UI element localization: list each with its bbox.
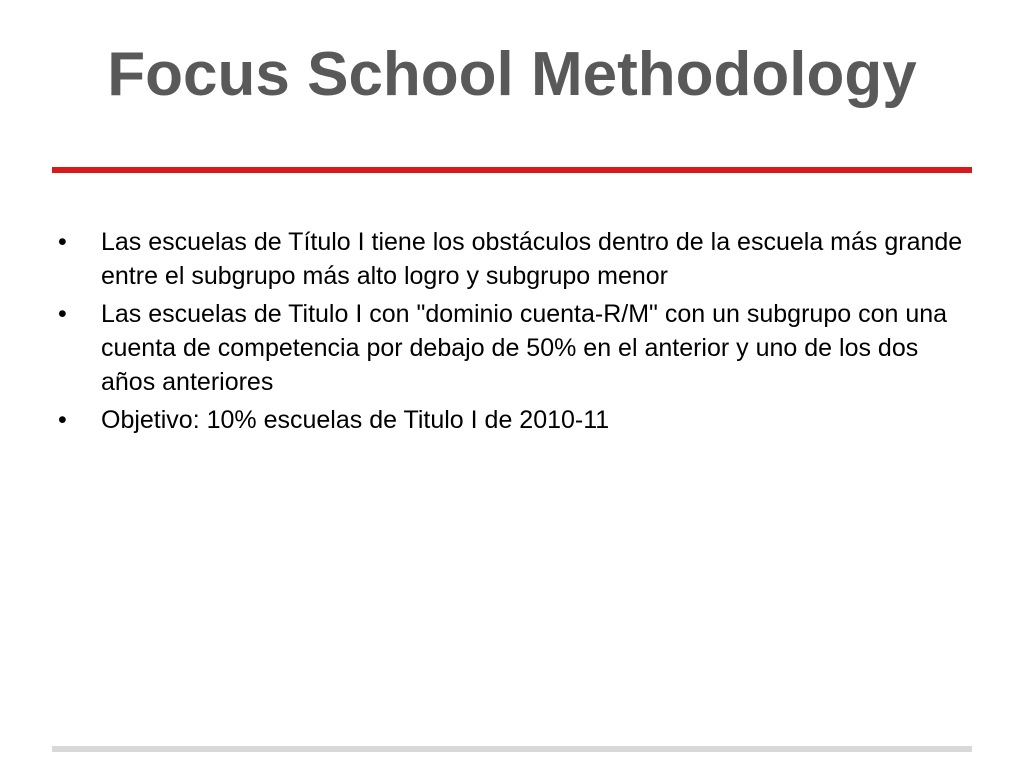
bullet-icon: •	[58, 228, 67, 256]
bullet-icon: •	[58, 300, 67, 328]
title-divider	[52, 167, 972, 173]
bullet-icon: •	[58, 406, 67, 434]
bullet-item	[56, 403, 966, 437]
bullet-list	[56, 225, 966, 441]
bullet-text: Objetivo: 10% escuelas de Titulo I de 2010-11	[101, 406, 610, 434]
footer-divider	[52, 746, 972, 752]
bullet-item	[56, 297, 966, 399]
bullet-text: Las escuelas de Título I tiene los obstáculos dentro de la escuela más grande entre el subgrupo más alto logro y subgrupo menor	[101, 228, 963, 290]
bullet-item	[56, 225, 966, 293]
slide-title: Focus School Methodology	[107, 40, 917, 109]
bullet-text: Las escuelas de Titulo I con "dominio cuenta-R/M" con un subgrupo con una cuenta de competencia por debajo de 50% en el anterior y uno de los dos años anteriores	[101, 300, 948, 396]
